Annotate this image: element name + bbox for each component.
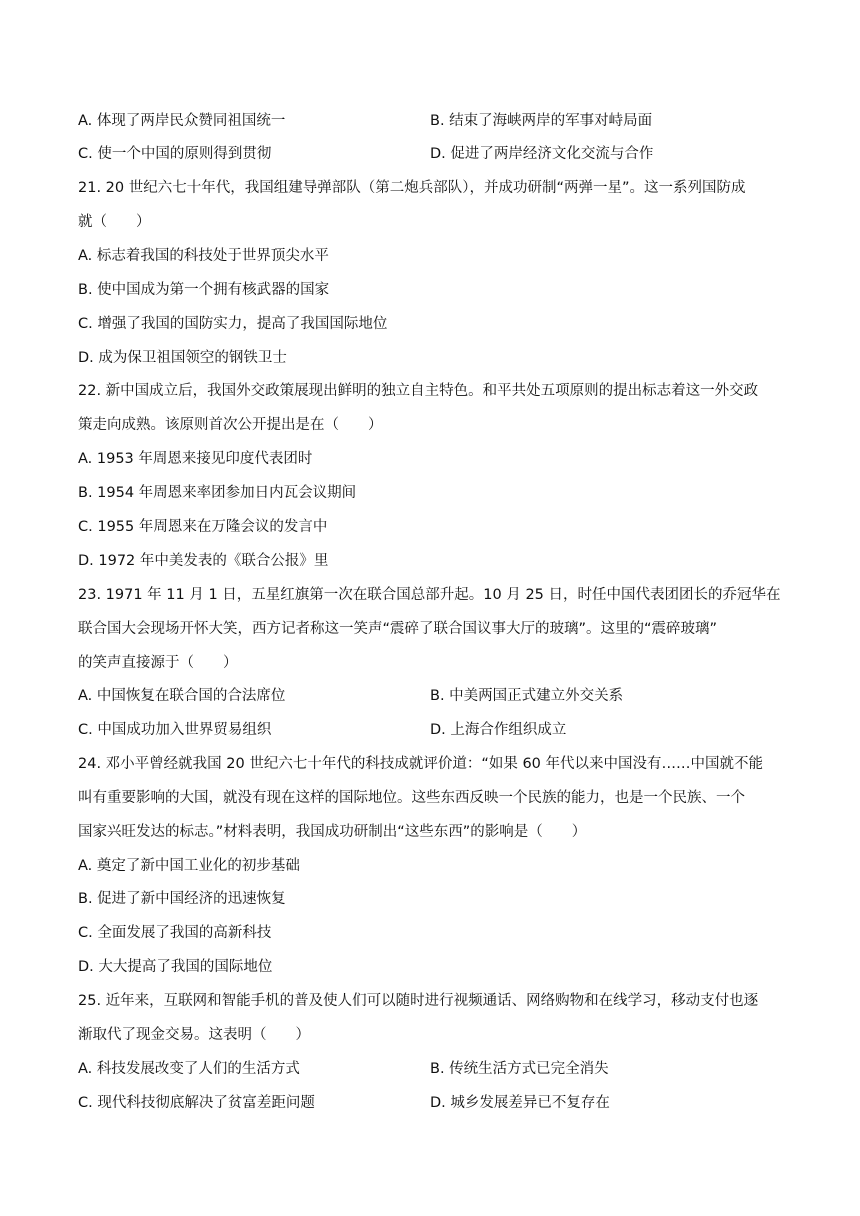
q22-stem-line-1: 22. 新中国成立后，我国外交政策展现出鲜明的独立自主特色。和平共处五项原则的提出标志着这一外交政: [78, 383, 759, 399]
q23-option-d: D. 上海合作组织成立: [430, 722, 567, 738]
q23-stem-line-1: 23. 1971 年 11 月 1 日，五星红旗第一次在联合国总部升起。10 月 25 日，时任中国代表团团长的乔冠华在: [78, 587, 781, 603]
q25-option-a: A. 科技发展改变了人们的生活方式: [78, 1061, 300, 1077]
q21-stem-line-2: 就（ ）: [78, 214, 151, 230]
q23-option-c: C. 中国成功加入世界贸易组织: [78, 722, 272, 738]
q24-option-c: C. 全面发展了我国的高新科技: [78, 925, 272, 941]
q25-option-d: D. 城乡发展差异已不复存在: [430, 1095, 610, 1111]
q22-option-a: A. 1953 年周恩来接见印度代表团时: [78, 451, 313, 467]
q25-stem-line-1: 25. 近年来，互联网和智能手机的普及使人们可以随时进行视频通话、网络购物和在线学习，移动支付也逐: [78, 993, 759, 1009]
prev-option-a: A. 体现了两岸民众赞同祖国统一: [78, 113, 286, 129]
q21-option-c: C. 增强了我国的国防实力，提高了我国国际地位: [78, 316, 388, 332]
q21-stem-line-1: 21. 20 世纪六七十年代，我国组建导弹部队（第二炮兵部队），并成功研制“两弹一星”。这一系列国防成: [78, 180, 746, 196]
q24-option-d: D. 大大提高了我国的国际地位: [78, 959, 273, 975]
q25-option-c: C. 现代科技彻底解决了贫富差距问题: [78, 1095, 315, 1111]
prev-option-d: D. 促进了两岸经济文化交流与合作: [430, 146, 654, 162]
q23-stem-line-2: 联合国大会现场开怀大笑，西方记者称这一笑声“震碎了联合国议事大厅的玻璃”。这里的“震碎玻璃”: [78, 621, 718, 637]
q24-stem-line-3: 国家兴旺发达的标志。”材料表明，我国成功研制出“这些东西”的影响是（ ）: [78, 824, 587, 840]
q22-option-c: C. 1955 年周恩来在万隆会议的发言中: [78, 519, 328, 535]
q21-option-d: D. 成为保卫祖国领空的钢铁卫士: [78, 350, 287, 366]
q24-option-a: A. 奠定了新中国工业化的初步基础: [78, 858, 300, 874]
q25-option-b: B. 传统生活方式已完全消失: [430, 1061, 609, 1077]
q22-option-d: D. 1972 年中美发表的《联合公报》里: [78, 553, 329, 569]
q22-stem-line-2: 策走向成熟。该原则首次公开提出是在（ ）: [78, 417, 383, 433]
q24-option-b: B. 促进了新中国经济的迅速恢复: [78, 891, 286, 907]
prev-option-c: C. 使一个中国的原则得到贯彻: [78, 146, 272, 162]
q21-option-a: A. 标志着我国的科技处于世界顶尖水平: [78, 248, 329, 264]
q23-option-b: B. 中美两国正式建立外交关系: [430, 688, 624, 704]
prev-option-b: B. 结束了海峡两岸的军事对峙局面: [430, 113, 653, 129]
q23-option-a: A. 中国恢复在联合国的合法席位: [78, 688, 286, 704]
q24-stem-line-1: 24. 邓小平曾经就我国 20 世纪六七十年代的科技成就评价道：“如果 60 年代以来中国没有……中国就不能: [78, 756, 764, 772]
q23-stem-line-3: 的笑声直接源于（ ）: [78, 655, 238, 671]
q25-stem-line-2: 渐取代了现金交易。这表明（ ）: [78, 1027, 310, 1043]
q22-option-b: B. 1954 年周恩来率团参加日内瓦会议期间: [78, 485, 357, 501]
q24-stem-line-2: 叫有重要影响的大国，就没有现在这样的国际地位。这些东西反映一个民族的能力，也是一个民族、一个: [78, 790, 745, 806]
q21-option-b: B. 使中国成为第一个拥有核武器的国家: [78, 282, 330, 298]
